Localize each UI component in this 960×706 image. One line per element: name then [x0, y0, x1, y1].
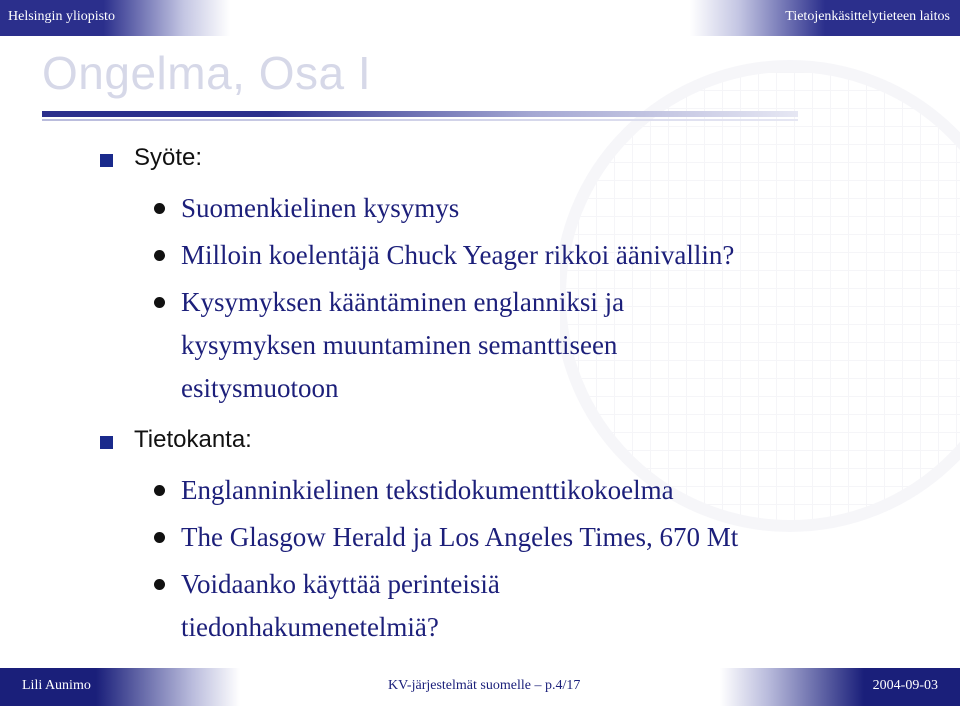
subitem-text: Kysymyksen kääntäminen englanniksi ja kysymyksen muuntaminen semanttiseen esitysmuotoon — [181, 287, 625, 403]
round-bullet-icon — [154, 250, 165, 261]
presentation-date: 2004-09-03 — [872, 678, 938, 693]
bullet-label: Syöte: — [134, 144, 203, 171]
round-bullet-icon — [154, 532, 165, 543]
footer-left-band — [0, 668, 240, 706]
slide-title: Ongelma, Osa I — [42, 47, 372, 99]
subitem-text: Voidaanko käyttää perinteisiä tiedonhakumenetelmiä? — [181, 569, 500, 642]
subitem-text: The Glasgow Herald ja Los Angeles Times, 670 Mt — [181, 522, 739, 552]
round-bullet-icon — [154, 485, 165, 496]
round-bullet-icon — [154, 203, 165, 214]
bullet-label: Tietokanta: — [134, 426, 252, 453]
university-name: Helsingin yliopisto — [8, 9, 115, 24]
round-bullet-icon — [154, 579, 165, 590]
round-bullet-icon — [154, 297, 165, 308]
header-bar — [0, 0, 960, 36]
author-name: Lili Aunimo — [22, 678, 91, 693]
footer-right-band — [720, 668, 960, 706]
square-bullet-icon — [100, 154, 113, 167]
header-left-band — [0, 0, 230, 36]
title-underline-thin — [42, 119, 798, 121]
footer-bar — [0, 668, 960, 706]
square-bullet-icon — [100, 436, 113, 449]
subitem-text: Milloin koelentäjä Chuck Yeager rikkoi äänivallin? — [181, 240, 735, 270]
title-underline — [42, 111, 798, 117]
presentation-title-page: KV-järjestelmät suomelle – p.4/17 — [388, 678, 581, 693]
department-name: Tietojenkäsittelytieteen laitos — [785, 9, 950, 24]
subitem-text: Englanninkielinen tekstidokumenttikokoelma — [181, 475, 674, 505]
header-right-band — [690, 0, 960, 36]
subitem-text: Suomenkielinen kysymys — [181, 193, 460, 223]
